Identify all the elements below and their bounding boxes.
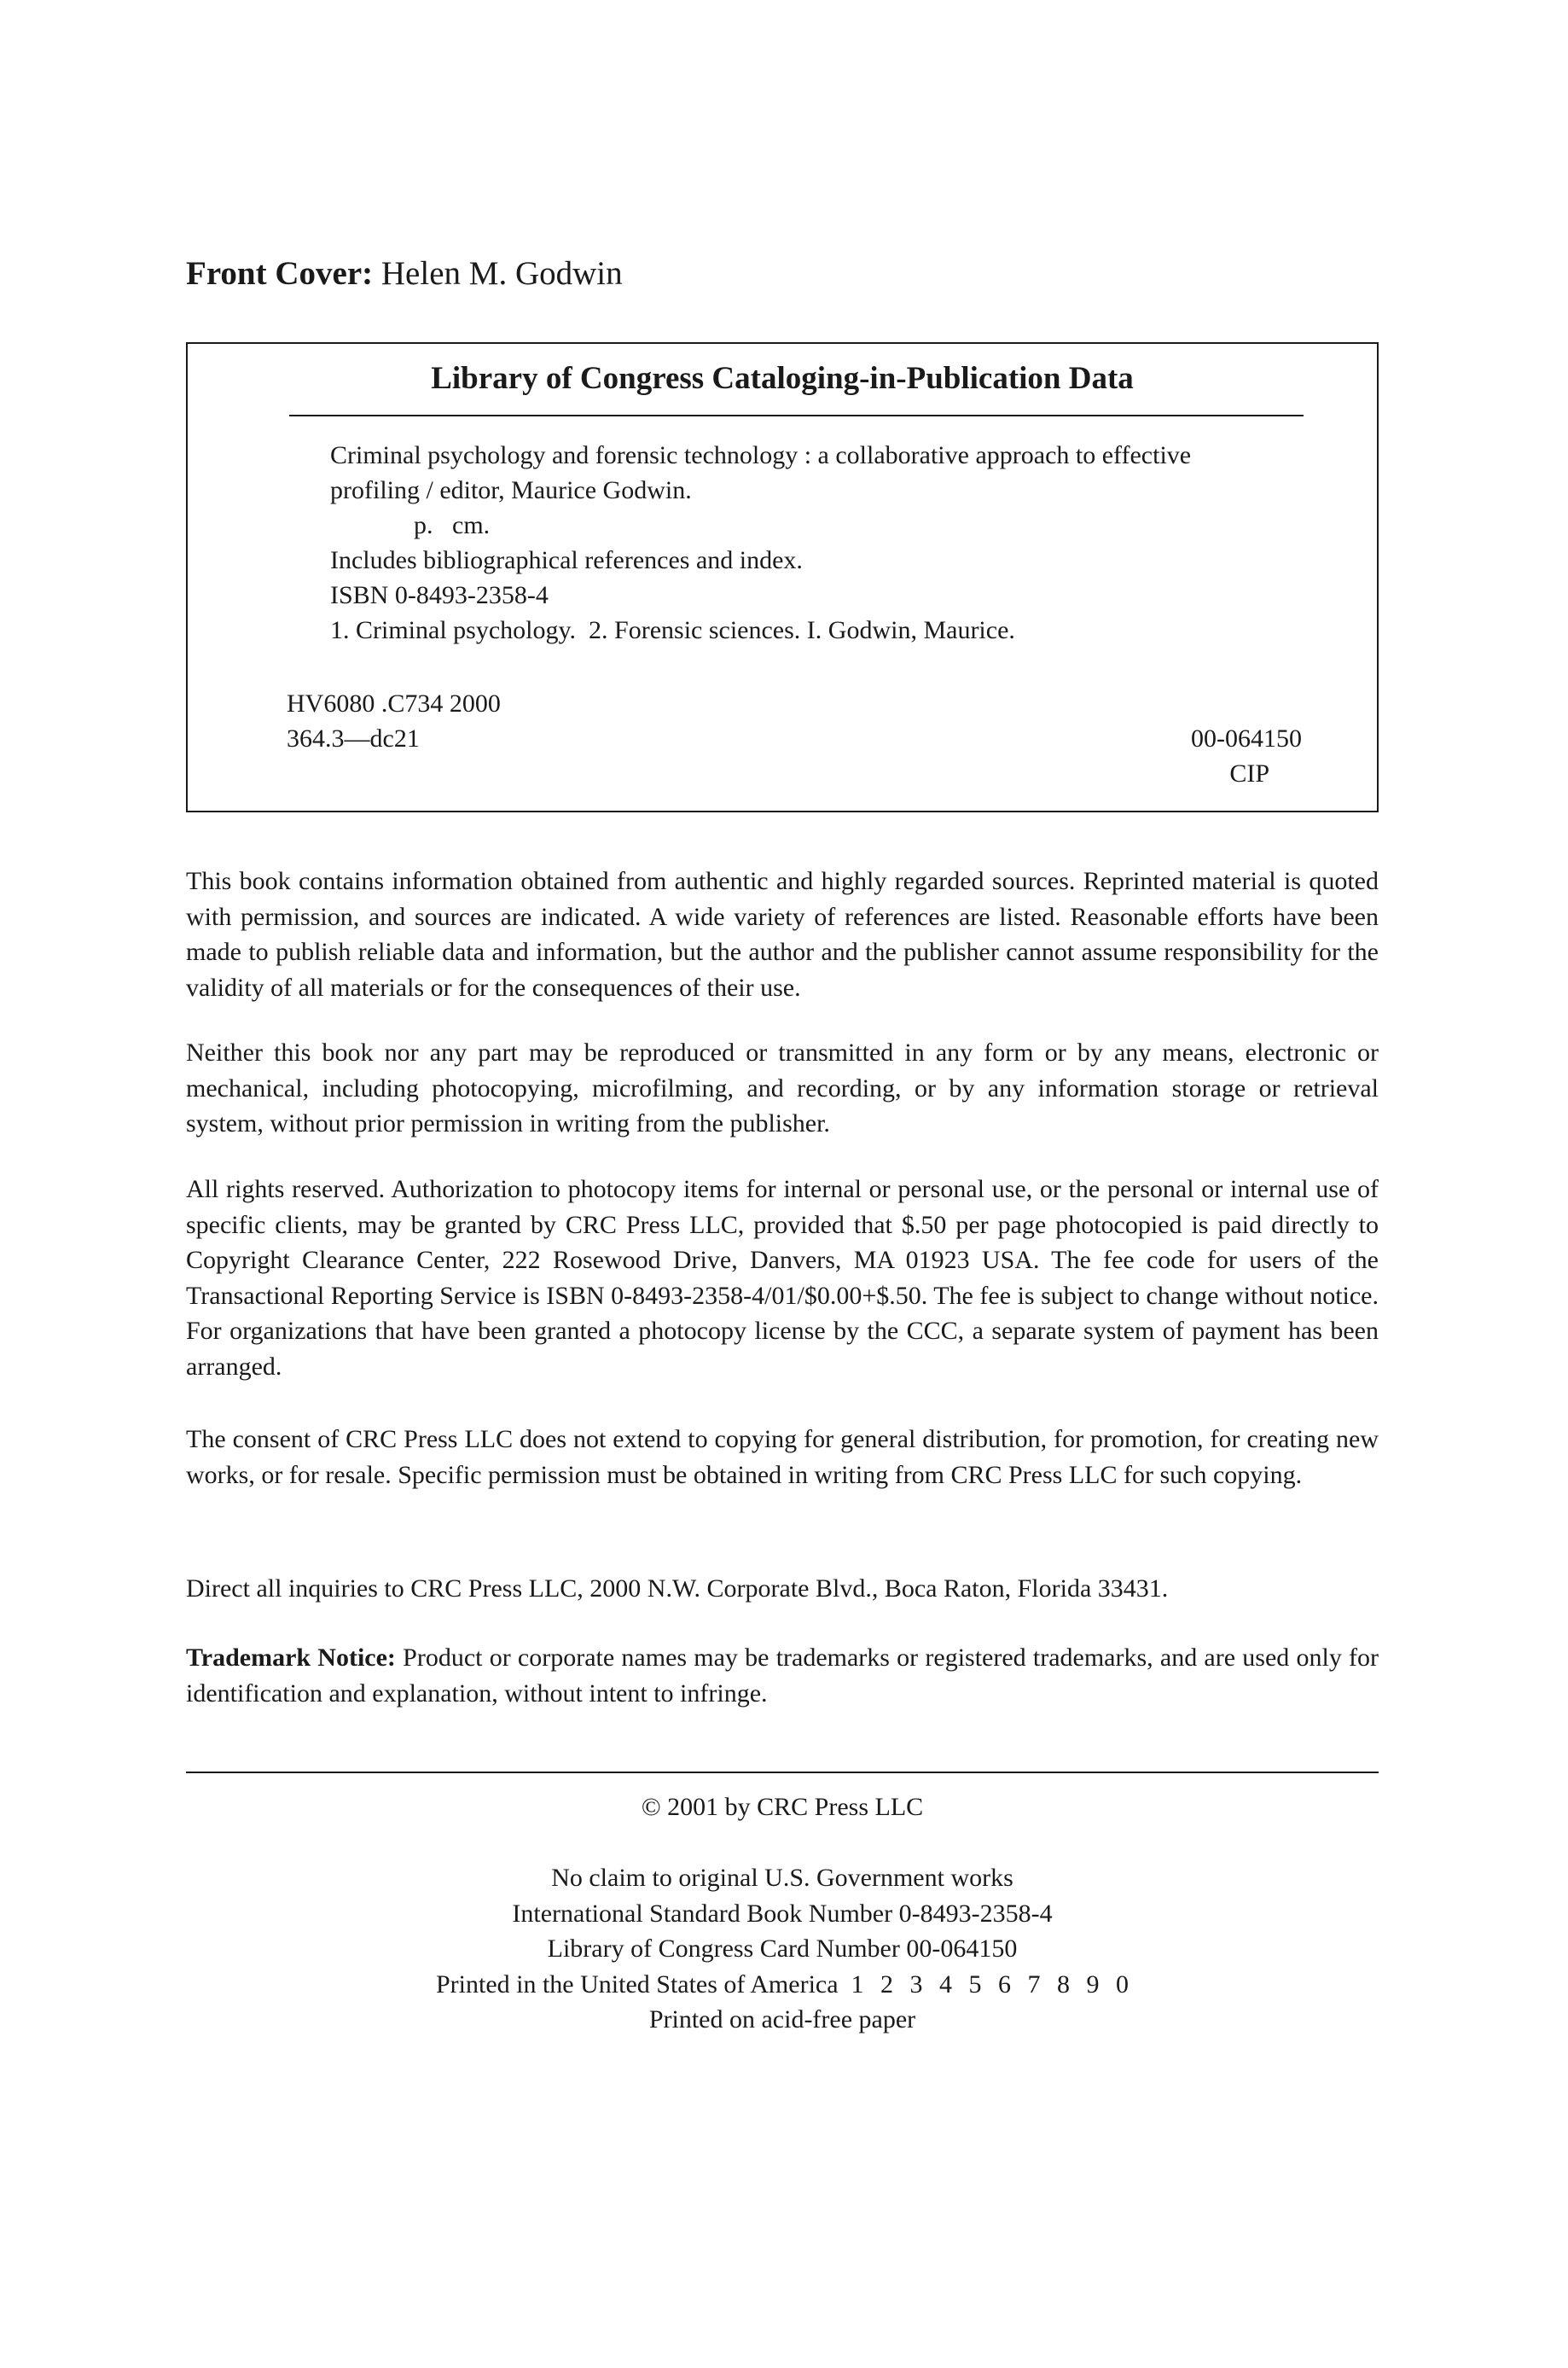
imprint-block	[186, 1860, 1379, 2038]
trademark-label: Trademark Notice:	[186, 1644, 396, 1672]
copyright-notice: © 2001 by CRC Press LLC	[641, 1793, 924, 1821]
sources-paragraph: This book contains information obtained from authentic and highly regarded sources. Reprinted material is quoted with permission, and sources are indicated. A wide variety of references are listed. Reasonable efforts have been made to publish reliable data and information, but the author and the publisher cannot assume responsibility for the validity of all materials or for the consequences of their use.	[186, 867, 1379, 1002]
cip-entry-line: profiling / editor, Maurice Godwin.	[330, 476, 692, 504]
no-claim-line: No claim to original U.S. Government works	[551, 1864, 1013, 1892]
cip-entry-line: Includes bibliographical references and index.	[330, 546, 803, 574]
consent-paragraph: The consent of CRC Press LLC does not extend to copying for general distribution, for promotion, for creating new works, or for resale. Specific permission must be obtained in writing from CRC Press LLC for such copying.	[186, 1425, 1379, 1489]
cip-entry	[330, 438, 1303, 648]
reproduction-paragraph: Neither this book nor any part may be reproduced or transmitted in any form or by any means, electronic or mechanical, including photocopying, microfilming, and recording, or by any information storage or retrieval system, without prior permission in writing from the publisher.	[186, 1039, 1379, 1137]
dewey-number: 364.3—dc21	[287, 724, 420, 753]
trademark-paragraph	[186, 1640, 1379, 1711]
cip-title-rule	[289, 415, 1304, 416]
cip-tag: CIP	[1229, 759, 1269, 788]
cip-title: Library of Congress Cataloging-in-Publication Data	[431, 361, 1134, 396]
print-run-line: 1 2 3 4 5 6 7 8 9 0	[851, 1969, 1130, 1999]
trademark-text: Product or corporate names may be trademarks or registered trademarks, and are used only for identification and explanation, without intent to infringe.	[186, 1644, 1379, 1708]
copyright-line	[186, 1789, 1379, 1825]
cip-entry-line: Criminal psychology and forensic technology : a collaborative approach to effective	[330, 441, 1192, 469]
cip-class-row	[287, 721, 1302, 756]
paper-line: Printed on acid-free paper	[648, 2005, 916, 2033]
printed-in-text: Printed in the United States of America	[435, 1969, 839, 1999]
isbn-line: International Standard Book Number 0-8493-2358-4	[512, 1899, 1053, 1928]
front-cover-label: Front Cover:	[186, 255, 374, 292]
cip-class-row	[287, 686, 1302, 721]
cip-data-box	[186, 342, 1379, 812]
lc-class-number: HV6080 .C734 2000	[287, 689, 501, 718]
cip-classification	[287, 686, 1302, 791]
imprint-rule	[186, 1772, 1379, 1773]
cip-entry-line: p. cm.	[414, 511, 491, 539]
printed-in-line	[186, 1967, 1379, 2003]
lccn-number: 00-064150	[1191, 724, 1302, 753]
lccn-line: Library of Congress Card Number 00-064150	[547, 1935, 1018, 1963]
inquiries-paragraph: Direct all inquiries to CRC Press LLC, 2000 N.W. Corporate Blvd., Boca Raton, Florida 33431.	[186, 1574, 1169, 1603]
cip-entry-line: ISBN 0-8493-2358-4	[330, 581, 549, 609]
front-cover-credit	[186, 253, 623, 295]
cip-entry-line: 1. Criminal psychology. 2. Forensic sciences. I. Godwin, Maurice.	[330, 616, 1015, 644]
front-cover-value: Helen M. Godwin	[380, 255, 623, 292]
rights-paragraph: All rights reserved. Authorization to photocopy items for internal or personal use, or the personal or internal use of specific clients, may be granted by CRC Press LLC, provided that $.50 per page photocopied is paid directly to Copyright Clearance Center, 222 Rosewood Drive, Danvers, MA 01923 USA. The fee code for users of the Transactional Reporting Service is ISBN 0-8493-2358-4/01/$0.00+$.50. The fee is subject to change without notice. For organizations that have been granted a photocopy license by the CCC, a separate system of payment has been arranged.	[186, 1175, 1379, 1381]
